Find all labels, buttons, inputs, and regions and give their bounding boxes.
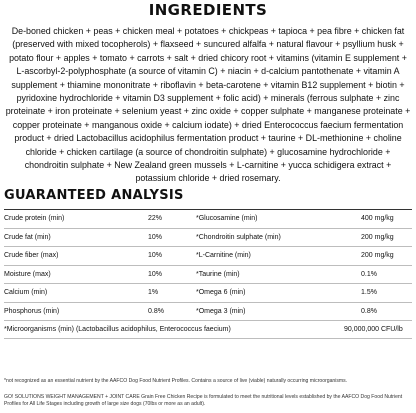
table-row xyxy=(4,302,412,321)
microorganisms-value: 90,000,000 CFU/lb xyxy=(344,326,403,333)
table-row xyxy=(4,228,412,247)
nutrient-label: Moisture (max) xyxy=(4,270,51,278)
nutrient-label: *Omega 3 (min) xyxy=(196,307,246,315)
ingredients-title: INGREDIENTS xyxy=(148,1,268,19)
footnote-formulation: GO! SOLUTIONS WEIGHT MANAGEMENT + JOINT CARE Grain Free Chicken Recipe is formulated to meet the nutritional levels established by the AAFCO Dog Food Nutrient Profiles for All Life Stages including growth of large size dogs (70lbs or more as an adult). xyxy=(4,394,403,407)
nutrient-label: Crude protein (min) xyxy=(4,215,65,222)
nutrient-value: 22% xyxy=(148,215,163,222)
table-row xyxy=(4,265,412,284)
nutrient-value: 10% xyxy=(148,233,163,241)
nutrient-value: 0.8% xyxy=(361,307,377,315)
footnote-aafco: *not recognized as an essential nutrient by the AAFCO Dog Food Nutrient Profiles. Contains a source of live (viable) naturally occurring microorganisms. xyxy=(4,378,348,384)
nutrient-label: *Glucosamine (min) xyxy=(196,215,258,222)
nutrient-label: *Chondroitin sulphate (min) xyxy=(196,233,281,241)
microorganisms-label: *Microorganisms (min) (Lactobacillus acidophilus, Enterococcus faecium) xyxy=(4,326,231,333)
nutrient-value: 10% xyxy=(148,252,163,259)
table-row xyxy=(4,320,412,339)
table-row xyxy=(4,283,412,302)
nutrient-value: 0.8% xyxy=(148,307,164,315)
nutrient-label: Phosphorus (min) xyxy=(4,307,60,315)
ingredients-list: De-boned chicken + peas + chicken meal + potatoes + chickpeas + tapioca + pea fibre + chicken fat (preserved with mixed tocopherols) + flaxseed + suncured alfalfa + natural flavour + psyllium husk + potato flour + apples + tomato + carrots + salt + dried chicory root + vitamins (vitamin E supplement + L-ascorbyl-2-polyphosphate (a source of vitamin C) + niacin + d-calcium pantothenate + vitamin A supplement + thiamine mononitrate + riboflavin + beta-carotene + vitamin B12 supplement + biotin + pyridoxine hydrochloride + vitamin D3 supplement + folic acid) + minerals (ferrous sulphate + zinc proteinate + iron proteinate + selenium yeast + zinc oxide + copper sulphate + manganese proteinate + copper proteinate + manganous oxide + calcium iodate) + dried Enterococcus faecium fermentation product + dried Lactobacillus acidophilus fermentation product + taurine + DL-methionine + choline chloride + chicken cartilage (a source of chondroitin sulphate) + glucosamine hydrochloride + chondroitin sulphate + New Zealand green mussels + L-carnitine + yucca schidigera extract + potassium chloride + dried rosemary. xyxy=(5,26,411,184)
table-row xyxy=(4,209,412,228)
guaranteed-analysis-table xyxy=(4,209,412,339)
nutrient-value: 400 mg/kg xyxy=(361,215,394,222)
nutrient-value: 10% xyxy=(148,270,163,278)
nutrient-label: Crude fiber (max) xyxy=(4,252,59,259)
nutrient-value: 0.1% xyxy=(361,270,377,278)
nutrient-label: *Taurine (min) xyxy=(196,270,240,278)
table-row xyxy=(4,246,412,265)
guaranteed-analysis-title: GUARANTEED ANALYSIS xyxy=(4,188,184,203)
nutrient-value: 200 mg/kg xyxy=(361,233,394,241)
nutrient-value: 200 mg/kg xyxy=(361,252,394,259)
nutrient-label: Calcium (min) xyxy=(4,289,48,296)
nutrient-label: *L-Carnitine (min) xyxy=(196,252,251,259)
nutrient-value: 1% xyxy=(148,289,159,296)
nutrient-value: 1.5% xyxy=(361,289,377,296)
nutrient-label: Crude fat (min) xyxy=(4,233,51,241)
nutrient-label: *Omega 6 (min) xyxy=(196,289,246,296)
